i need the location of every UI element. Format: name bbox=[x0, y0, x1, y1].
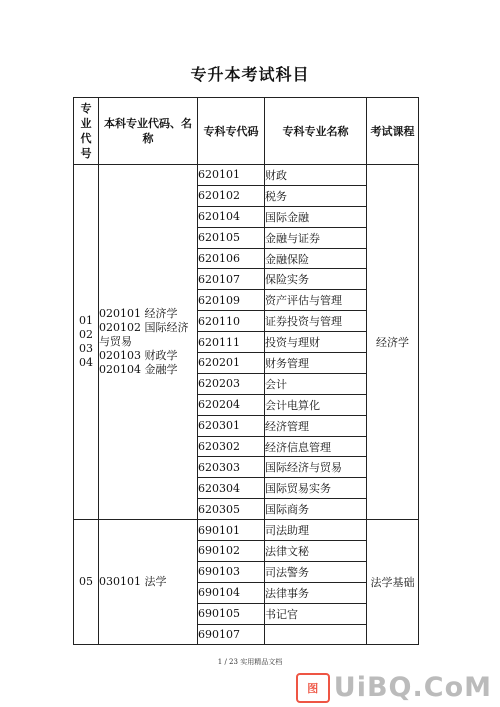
watermark-text: UiBQ.CoM bbox=[333, 672, 492, 703]
junior-code-cell: 620104 bbox=[198, 206, 265, 227]
junior-name-cell: 法律文秘 bbox=[265, 541, 367, 562]
junior-code-cell: 620105 bbox=[198, 227, 265, 248]
junior-code-cell: 620106 bbox=[198, 248, 265, 269]
junior-name-cell: 财务管理 bbox=[265, 353, 367, 374]
junior-name-cell bbox=[265, 624, 367, 645]
junior-code-cell: 690101 bbox=[198, 520, 265, 541]
junior-name-cell: 金融与证券 bbox=[265, 227, 367, 248]
junior-code-cell: 620303 bbox=[198, 457, 265, 478]
junior-name-cell: 司法警务 bbox=[265, 561, 367, 582]
junior-name-cell: 税务 bbox=[265, 185, 367, 206]
exam-subject-cell: 法学基础 bbox=[367, 520, 419, 645]
junior-code-cell: 690104 bbox=[198, 582, 265, 603]
junior-code-cell: 690102 bbox=[198, 541, 265, 562]
junior-name-cell: 国际商务 bbox=[265, 499, 367, 520]
junior-code-cell: 620201 bbox=[198, 353, 265, 374]
junior-code-cell: 620101 bbox=[198, 165, 265, 186]
junior-name-cell: 会计 bbox=[265, 373, 367, 394]
junior-code-cell: 690103 bbox=[198, 561, 265, 582]
table-header-row bbox=[74, 98, 419, 165]
undergrad-majors-cell: 020101 经济学 020102 国际经济 与贸易 020103 财政学 020104 金融学 bbox=[99, 165, 198, 520]
junior-code-cell: 620203 bbox=[198, 373, 265, 394]
table-row bbox=[74, 165, 419, 186]
watermark bbox=[296, 672, 492, 703]
junior-name-cell: 资产评估与管理 bbox=[265, 290, 367, 311]
junior-code-cell: 620204 bbox=[198, 394, 265, 415]
undergrad-majors-cell: 030101 法学 bbox=[99, 520, 198, 645]
junior-code-cell: 620302 bbox=[198, 436, 265, 457]
page-title: 专升本考试科目 bbox=[190, 65, 310, 84]
junior-code-cell: 620110 bbox=[198, 311, 265, 332]
junior-name-cell: 金融保险 bbox=[265, 248, 367, 269]
junior-code-cell: 620301 bbox=[198, 415, 265, 436]
header-junior-code: 专科专代码 bbox=[198, 98, 265, 165]
exam-subjects-table bbox=[73, 97, 419, 645]
group-code-cell: 01 02 03 04 bbox=[74, 165, 99, 520]
junior-name-cell: 司法助理 bbox=[265, 520, 367, 541]
table-body bbox=[74, 165, 419, 645]
junior-code-cell: 620107 bbox=[198, 269, 265, 290]
junior-name-cell: 国际贸易实务 bbox=[265, 478, 367, 499]
header-undergrad-major: 本科专业代码、名称 bbox=[99, 98, 198, 165]
junior-code-cell: 690107 bbox=[198, 624, 265, 645]
junior-name-cell: 会计电算化 bbox=[265, 394, 367, 415]
header-exam-subject: 考试课程 bbox=[367, 98, 419, 165]
junior-name-cell: 国际经济与贸易 bbox=[265, 457, 367, 478]
header-junior-name: 专科专业名称 bbox=[265, 98, 367, 165]
group-code-cell: 05 bbox=[74, 520, 99, 645]
junior-name-cell: 书记官 bbox=[265, 603, 367, 624]
junior-code-cell: 620111 bbox=[198, 332, 265, 353]
junior-code-cell: 620102 bbox=[198, 185, 265, 206]
junior-name-cell: 证券投资与管理 bbox=[265, 311, 367, 332]
junior-code-cell: 620305 bbox=[198, 499, 265, 520]
junior-code-cell: 620304 bbox=[198, 478, 265, 499]
table-row bbox=[74, 520, 419, 541]
junior-name-cell: 法律事务 bbox=[265, 582, 367, 603]
junior-name-cell: 国际金融 bbox=[265, 206, 367, 227]
header-group-code: 专 业 代 号 bbox=[74, 98, 99, 165]
junior-name-cell: 经济信息管理 bbox=[265, 436, 367, 457]
junior-name-cell: 经济管理 bbox=[265, 415, 367, 436]
junior-code-cell: 620109 bbox=[198, 290, 265, 311]
junior-name-cell: 保险实务 bbox=[265, 269, 367, 290]
page-footer: 1 / 23 实用精品文档 bbox=[217, 658, 283, 666]
watermark-logo-icon: 图 bbox=[296, 673, 330, 703]
junior-name-cell: 投资与理财 bbox=[265, 332, 367, 353]
junior-code-cell: 690105 bbox=[198, 603, 265, 624]
junior-name-cell: 财政 bbox=[265, 165, 367, 186]
exam-subject-cell: 经济学 bbox=[367, 165, 419, 520]
